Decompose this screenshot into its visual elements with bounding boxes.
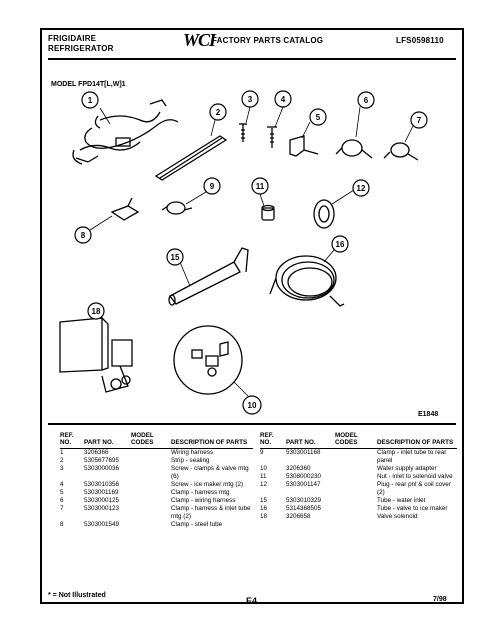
table-row — [260, 513, 457, 521]
callout-18: 18 — [91, 307, 101, 316]
callout-1: 1 — [87, 96, 93, 105]
col-part: PART NO. — [84, 432, 131, 449]
water-adapter-detail-drawing — [174, 326, 242, 394]
ref-cell: 4 — [60, 481, 64, 488]
table-row — [60, 481, 253, 489]
parts-table-right — [260, 432, 457, 521]
table-row — [260, 481, 457, 497]
description-cell: Nut - inlet to solenoid valve — [377, 473, 453, 480]
col-ref: REF. NO. — [60, 432, 84, 449]
description-cell: Clamp - inlet tube to rear panel — [377, 449, 447, 464]
description-cell: Clamp - wiring harness — [171, 497, 236, 504]
description-cell: Clamp - steel tube — [171, 521, 223, 528]
clamp-steel-tube-drawing — [112, 198, 138, 220]
description-cell: Clamp - harness mtg — [171, 489, 230, 496]
ref-cell: 1 — [60, 449, 64, 456]
model-code-cell — [131, 505, 171, 521]
wiring-harness-drawing — [73, 100, 178, 164]
ref-cell: 15 — [260, 497, 268, 504]
valve-to-icemaker-tube-drawing — [270, 256, 344, 306]
table-row — [60, 449, 253, 458]
callout-2: 2 — [215, 108, 221, 117]
ref-cell: 7 — [60, 505, 64, 512]
callout-12: 12 — [356, 184, 366, 193]
table-row — [60, 489, 253, 497]
model-code-cell — [131, 481, 171, 489]
part-number-cell: 5303001549 — [84, 521, 120, 528]
table-row — [60, 521, 253, 529]
table-row — [260, 449, 457, 466]
model-code-cell — [131, 489, 171, 497]
ref-cell: 9 — [260, 449, 264, 456]
parts-rows-left — [60, 449, 253, 530]
ref-cell: 11 — [260, 473, 267, 480]
col-part: PART NO. — [286, 432, 335, 449]
col-desc: DESCRIPTION OF PARTS — [377, 432, 457, 449]
diagram-code: E1848 — [418, 411, 439, 418]
model-code-cell — [335, 505, 377, 513]
model-code-cell — [131, 521, 171, 529]
part-number-cell: 5303001147 — [286, 481, 321, 488]
clamp-inlet-drawing — [384, 143, 418, 160]
part-number-cell: 5303001169 — [84, 489, 119, 496]
table-row — [260, 497, 457, 505]
callout-9: 9 — [209, 182, 215, 191]
callout-3: 3 — [247, 95, 253, 104]
table-row — [260, 473, 457, 481]
col-ref: REF. NO. — [260, 432, 286, 449]
table-row — [60, 465, 253, 481]
model-line: MODEL FPD14T[L,W]1 — [51, 81, 126, 88]
ref-cell: 12 — [260, 481, 268, 488]
description-cell: Clamp - harness & inlet tube mtg (2) — [171, 505, 251, 520]
model-code-cell — [335, 473, 377, 481]
description-cell: Valve solenoid — [377, 513, 418, 520]
solenoid-valve-drawing — [60, 318, 132, 392]
wci-logo: WCI — [183, 30, 216, 50]
table-row — [60, 457, 253, 465]
table-row — [60, 505, 253, 521]
callout-leaders — [90, 107, 413, 396]
ref-cell: 18 — [260, 513, 268, 520]
ref-cell: 16 — [260, 505, 268, 512]
description-cell: Water supply adapter — [377, 465, 437, 472]
description-cell: Screw - clamps & valve mtg (6) — [171, 465, 249, 480]
description-cell: Plug - rear pnl & coil cover (2) — [377, 481, 451, 496]
model-code-cell — [335, 481, 377, 497]
table-row — [260, 505, 457, 513]
model-code-cell — [131, 449, 171, 458]
callout-15: 15 — [170, 253, 180, 262]
brand-name: FRIGIDAIRE — [48, 34, 97, 43]
model-code-cell — [131, 497, 171, 505]
callout-8: 8 — [80, 231, 86, 240]
callout-7: 7 — [416, 116, 422, 125]
part-number-cell: 5303010329 — [286, 497, 322, 504]
col-model: MODEL CODES — [335, 432, 377, 449]
description-cell: Screw - ice maker mtg (2) — [171, 481, 244, 488]
catalog-title: FACTORY PARTS CATALOG — [212, 36, 324, 45]
ref-cell: 2 — [60, 457, 64, 464]
model-code-cell — [335, 449, 377, 466]
screw-ice-maker-drawing — [267, 127, 277, 148]
callout-11: 11 — [255, 182, 265, 191]
callout-10: 10 — [247, 401, 257, 410]
part-number-cell: 5303000036 — [84, 465, 120, 472]
clamp-wiring-drawing — [336, 140, 372, 158]
table-row — [260, 465, 457, 473]
description-cell: Strip - sealing — [171, 457, 210, 464]
clamp-harness-drawing — [290, 136, 318, 156]
part-number-cell: 5305677695 — [84, 457, 120, 464]
ref-cell: 3 — [60, 465, 64, 472]
product-type: REFRIGERATOR — [48, 44, 114, 53]
catalog-number: LFS0598110 — [396, 36, 444, 45]
revision-date: 7/98 — [433, 596, 447, 603]
callout-16: 16 — [335, 240, 345, 249]
ref-cell: 10 — [260, 465, 268, 472]
description-cell: Wiring harness — [171, 449, 213, 456]
description-cell: Tube - water inlet — [377, 497, 426, 504]
part-number-cell: 3206658 — [286, 513, 311, 520]
parts-table-left — [60, 432, 253, 529]
callout-5: 5 — [315, 113, 321, 122]
not-illustrated-note: * = Not Illustrated — [48, 592, 106, 599]
model-code-cell — [131, 465, 171, 481]
callout-6: 6 — [363, 96, 369, 105]
model-code-cell — [335, 465, 377, 473]
description-cell: Tube - valve to ice maker — [377, 505, 448, 512]
parts-rows-right — [260, 449, 457, 522]
plug-drawing — [314, 200, 334, 228]
part-number-cell: 3206366 — [84, 449, 109, 456]
sealing-strip-drawing — [156, 136, 226, 180]
model-code-cell — [335, 513, 377, 521]
clamp-rear-panel-drawing — [162, 202, 192, 214]
part-number-cell: 3206360 — [286, 465, 311, 472]
callout-4: 4 — [280, 95, 286, 104]
col-model: MODEL CODES — [131, 432, 171, 449]
nut-drawing — [262, 206, 274, 221]
part-number-cell: 5314368505 — [286, 505, 322, 512]
part-number-cell: 5303000125 — [84, 497, 120, 504]
screw-drawing — [239, 124, 247, 142]
ref-cell: 5 — [60, 489, 64, 496]
model-code-cell — [131, 457, 171, 465]
ref-cell: 8 — [60, 521, 64, 528]
part-number-cell: 5303000123 — [84, 505, 120, 512]
col-desc: DESCRIPTION OF PARTS — [171, 432, 253, 449]
ref-cell: 6 — [60, 497, 64, 504]
model-code-cell — [335, 497, 377, 505]
table-row — [60, 497, 253, 505]
page-number: E4 — [246, 596, 258, 606]
part-number-cell: 5303010356 — [84, 481, 120, 488]
part-number-cell: 5303001168 — [286, 449, 321, 456]
part-number-cell: 5308000230 — [286, 473, 322, 480]
